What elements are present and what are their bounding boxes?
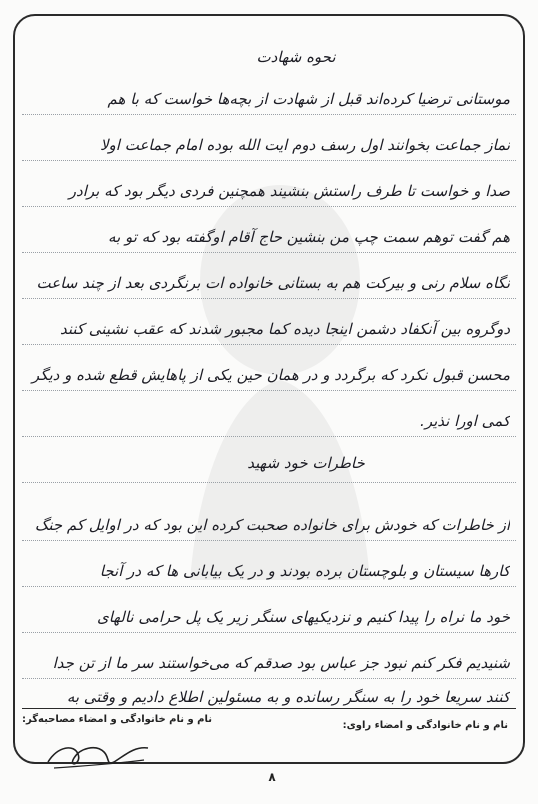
text-line: موستانی ترضیا کرده‌اند قبل از شهادت از بچه‌ها خواست که با هم bbox=[107, 90, 510, 108]
ruled-line bbox=[22, 632, 516, 633]
text-line: از خاطرات که خودش برای خانواده صحبت کرده این بود که در اوایل کم جنگ bbox=[34, 516, 510, 534]
ruled-line bbox=[22, 482, 516, 483]
text-line: کارها سیستان و بلوچستان برده بودند و در یک بیابانی ها که در آنجا bbox=[99, 562, 510, 580]
ruled-line bbox=[22, 252, 516, 253]
handwritten-signature bbox=[44, 736, 154, 776]
text-line: محسن قبول نکرد که برگردد و در همان حین یکی از پاهایش قطع شده و دیگر bbox=[31, 366, 510, 384]
text-line: نگاه سلام رنی و بیرکت هم به بستانی خانواده ات برنگردی بعد از چند ساعت bbox=[36, 274, 510, 292]
narrator-signature-label: نام و نام خانوادگی و امضاء راوی: bbox=[342, 720, 508, 731]
ruled-line bbox=[22, 586, 516, 587]
text-line: صدا و خواست تا طرف راستش بنشیند همچنین فردی دیگر بود که برادر bbox=[68, 182, 510, 200]
text-line: کنند سریعا خود را به سنگر رسانده و به مسئولین اطلاع دادیم و وقتی به bbox=[66, 688, 510, 706]
ruled-line bbox=[22, 390, 516, 391]
interviewer-signature-label: نام و نام خانوادگی و امضاء مصاحبه‌گر: bbox=[22, 714, 213, 725]
section-title-martyrdom: نحوه شهادت bbox=[256, 48, 336, 66]
section-title-memories: خاطرات خود شهید bbox=[247, 454, 365, 472]
text-line: دوگروه بین آنکفاد دشمن اینجا دیده کما مجبور شدند که عقب نشینی کنند bbox=[59, 320, 510, 338]
text-line: نماز جماعت بخوانند اول رسف دوم ایت الله بوده امام جماعت اولا bbox=[99, 136, 510, 154]
ruled-line bbox=[22, 298, 516, 299]
page-number: ۸ bbox=[268, 770, 276, 784]
ruled-line bbox=[22, 540, 516, 541]
text-line: خود ما نراه را پیدا کنیم و نزدیکیهای سنگر زیر یک پل حرامی نالهای bbox=[97, 608, 510, 626]
text-line: شنیدیم فکر کنم نبود جز عباس بود صدقم که می‌خواستند سر ما از تن جدا bbox=[52, 654, 510, 672]
ruled-line bbox=[22, 160, 516, 161]
ruled-line bbox=[22, 206, 516, 207]
ruled-line bbox=[22, 678, 516, 679]
ruled-line bbox=[22, 114, 516, 115]
text-line: هم گفت توهم سمت چپ من بنشین حاج آقام اوگفته بود که تو به bbox=[108, 228, 510, 246]
text-line: کمی اورا نذیر. bbox=[420, 412, 510, 430]
signature-divider bbox=[22, 708, 516, 709]
ruled-line bbox=[22, 344, 516, 345]
ruled-line bbox=[22, 436, 516, 437]
